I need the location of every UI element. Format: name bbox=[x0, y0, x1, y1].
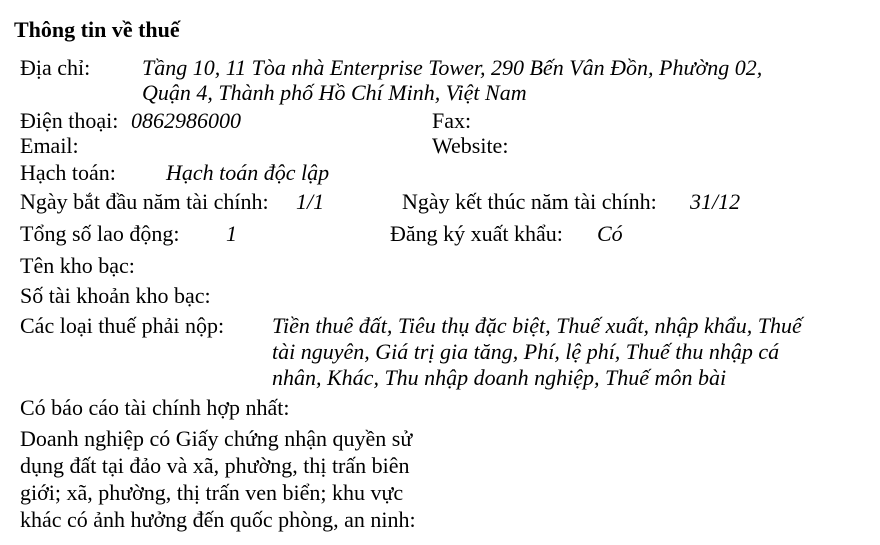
accounting-label: Hạch toán: bbox=[20, 160, 116, 185]
website-label: Website: bbox=[432, 133, 509, 158]
treasury-account-label: Số tài khoản kho bạc: bbox=[20, 283, 211, 308]
phone-label: Điện thoại: bbox=[20, 108, 119, 133]
section-heading: Thông tin về thuế bbox=[14, 17, 180, 42]
phone-value: 0862986000 bbox=[131, 108, 241, 133]
tax-types-value-line1: Tiền thuê đất, Tiêu thụ đặc biệt, Thuế xuất, nhập khẩu, Thuế bbox=[272, 313, 802, 338]
email-label: Email: bbox=[20, 133, 79, 158]
employees-value: 1 bbox=[226, 221, 237, 246]
treasury-name-label: Tên kho bạc: bbox=[20, 253, 135, 278]
address-value-line1: Tầng 10, 11 Tòa nhà Enterprise Tower, 290 Bến Vân Đồn, Phường 02, bbox=[142, 55, 763, 80]
land-rights-line4: khác có ảnh hưởng đến quốc phòng, an ninh: bbox=[20, 507, 416, 532]
land-rights-line3: giới; xã, phường, thị trấn ven biển; khu vực bbox=[20, 480, 404, 505]
tax-types-label: Các loại thuế phải nộp: bbox=[20, 313, 225, 338]
export-registration-value: Có bbox=[597, 221, 623, 246]
land-rights-line2: dụng đất tại đảo và xã, phường, thị trấn biên bbox=[20, 453, 410, 478]
fiscal-start-label: Ngày bắt đầu năm tài chính: bbox=[20, 189, 269, 214]
fiscal-end-label: Ngày kết thúc năm tài chính: bbox=[402, 189, 657, 214]
accounting-value: Hạch toán độc lập bbox=[166, 160, 330, 185]
tax-types-value-line2: tài nguyên, Giá trị gia tăng, Phí, lệ phí, Thuế thu nhập cá bbox=[272, 339, 780, 364]
fax-label: Fax: bbox=[432, 108, 472, 133]
employees-label: Tổng số lao động: bbox=[20, 221, 180, 246]
address-value-line2: Quận 4, Thành phố Hồ Chí Minh, Việt Nam bbox=[142, 80, 527, 105]
export-registration-label: Đăng ký xuất khẩu: bbox=[390, 221, 563, 246]
tax-types-value-line3: nhân, Khác, Thu nhập doanh nghiệp, Thuế môn bài bbox=[272, 365, 727, 390]
address-label: Địa chỉ: bbox=[20, 55, 91, 80]
fiscal-end-value: 31/12 bbox=[690, 189, 741, 214]
fiscal-start-value: 1/1 bbox=[296, 189, 325, 214]
consolidated-report-label: Có báo cáo tài chính hợp nhất: bbox=[20, 395, 290, 420]
land-rights-line1: Doanh nghiệp có Giấy chứng nhận quyền sử bbox=[20, 426, 413, 451]
